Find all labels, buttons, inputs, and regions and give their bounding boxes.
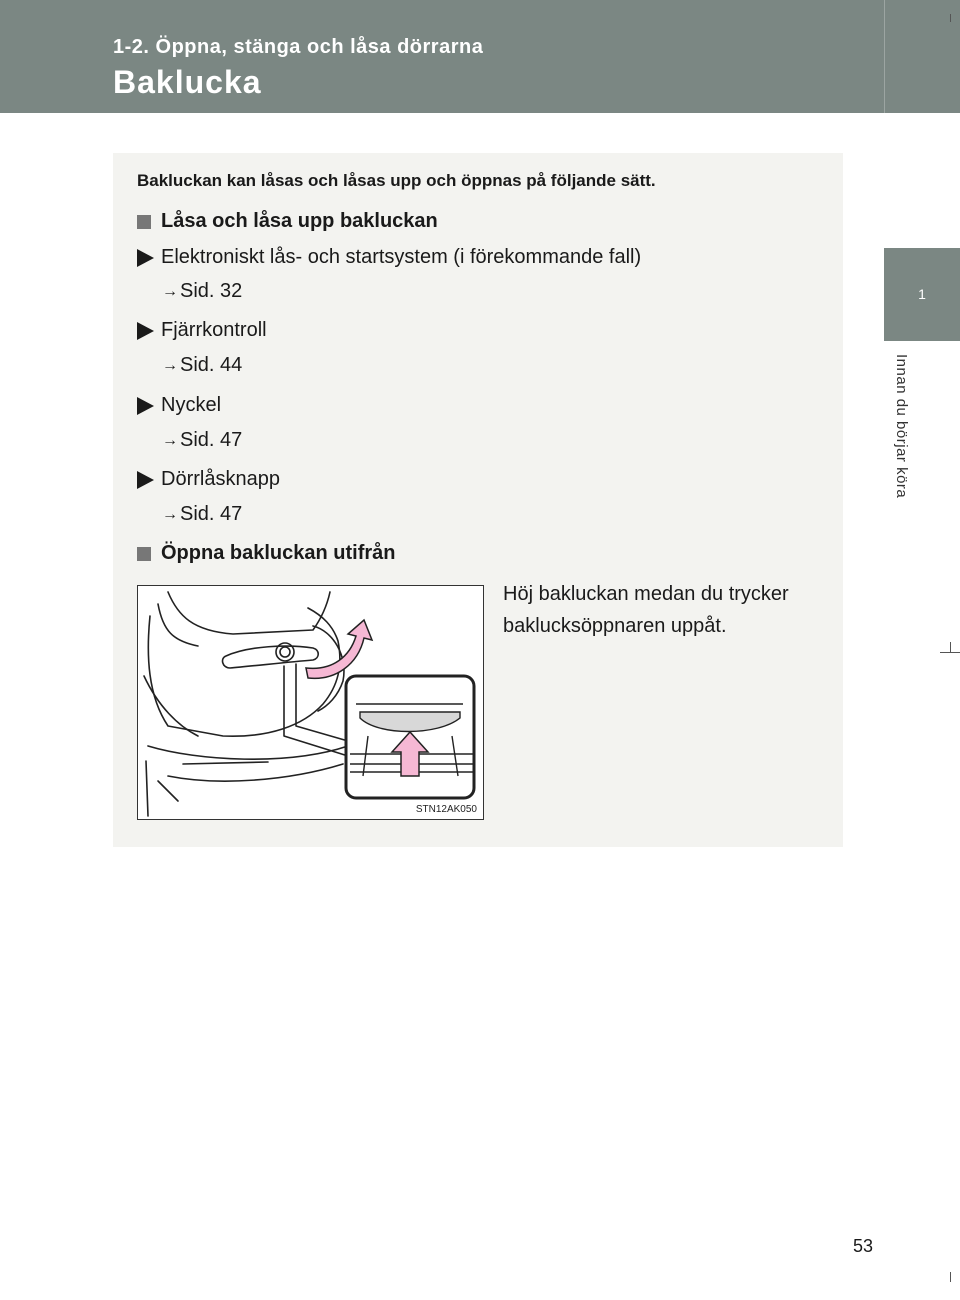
- section-square-icon: [137, 547, 151, 561]
- figure-code: STN12AK050: [415, 804, 477, 815]
- bullet-triangle-icon: [137, 397, 154, 415]
- list-item: [137, 468, 280, 491]
- crop-mark: [950, 14, 951, 22]
- section-heading-text: Låsa och låsa upp bakluckan: [161, 210, 438, 232]
- list-item-label: Dörrlåsknapp: [161, 468, 280, 490]
- page-reference[interactable]: [162, 503, 242, 526]
- page-reference-text[interactable]: Sid. 44: [180, 354, 243, 376]
- bullet-triangle-icon: [137, 249, 154, 267]
- section-square-icon: [137, 215, 151, 229]
- page-reference-text[interactable]: Sid. 47: [180, 503, 243, 525]
- crop-mark: [940, 652, 960, 653]
- chapter-tab-number: 1: [884, 248, 960, 341]
- arrow-icon: →: [162, 431, 178, 449]
- list-item: [137, 394, 221, 417]
- bullet-triangle-icon: [137, 471, 154, 489]
- tailgate-illustration: [137, 585, 484, 820]
- list-item: [137, 319, 267, 342]
- section-heading-text: Öppna bakluckan utifrån: [161, 542, 396, 564]
- list-item-label: Fjärrkontroll: [161, 319, 267, 341]
- list-item-label: Nyckel: [161, 394, 222, 416]
- arrow-icon: →: [162, 282, 178, 300]
- arrow-icon: →: [162, 356, 178, 374]
- page-title: Baklucka: [113, 64, 262, 100]
- crop-mark: [950, 1272, 951, 1282]
- section-heading-open: [137, 542, 395, 565]
- page-number: 53: [853, 1236, 874, 1256]
- list-item-label: Elektroniskt lås- och startsystem (i förekommande fall): [161, 246, 642, 268]
- page-reference-text[interactable]: Sid. 32: [180, 280, 243, 302]
- section-heading-lock: [137, 210, 438, 233]
- list-item: [137, 246, 641, 269]
- tailgate-drawing: [138, 586, 483, 819]
- page-reference[interactable]: [162, 280, 242, 303]
- instruction-text: Höj bakluckan medan du trycker baklucksöppnaren uppåt.: [503, 583, 789, 637]
- intro-text: Bakluckan kan låsas och låsas upp och öppnas på följande sätt.: [137, 171, 656, 190]
- page-reference[interactable]: [162, 354, 242, 377]
- crop-mark: [950, 642, 951, 652]
- bullet-triangle-icon: [137, 322, 154, 340]
- page-reference-text[interactable]: Sid. 47: [180, 429, 243, 451]
- page-reference[interactable]: [162, 429, 242, 452]
- side-tab-header: [884, 0, 960, 113]
- arrow-icon: →: [162, 505, 178, 523]
- chapter-title: 1-2. Öppna, stänga och låsa dörrarna: [113, 36, 484, 58]
- chapter-tab-label: Innan du börjar köra: [893, 354, 910, 499]
